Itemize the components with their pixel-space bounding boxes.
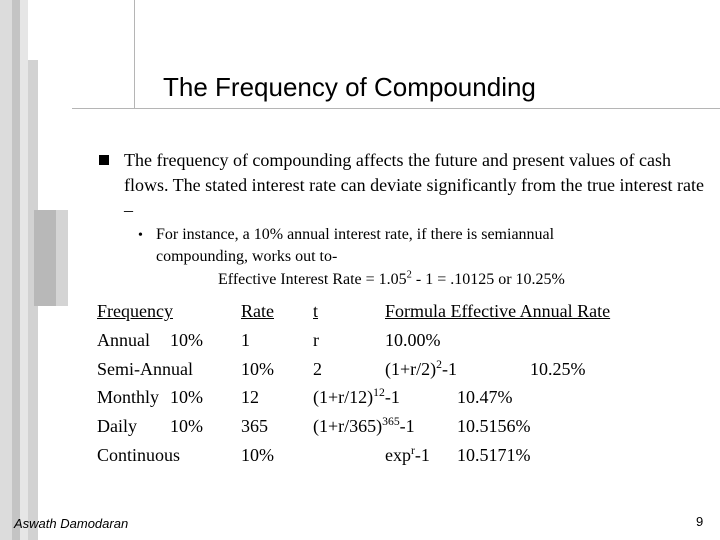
slide-title: The Frequency of Compounding	[163, 72, 536, 102]
title-divider	[72, 108, 720, 109]
row-annual-formula: r	[313, 330, 319, 350]
vertical-divider	[134, 0, 135, 108]
row-semi-label: Semi-Annual	[97, 359, 193, 379]
row-daily-label: Daily	[97, 416, 137, 436]
decor-block	[56, 210, 68, 306]
row-monthly-label: Monthly	[97, 387, 160, 407]
row-semi-rate: 10%	[241, 359, 274, 379]
footer-author: Aswath Damodaran	[14, 516, 129, 531]
square-bullet-icon	[99, 155, 109, 165]
row-monthly-formula: $(1+r/12)^{12}-1$	[313, 386, 400, 407]
row-daily-effective: 10.5156%	[457, 416, 531, 436]
header-formula-effective: Formula Effective Annual Rate	[385, 301, 611, 321]
row-monthly-t: 12	[241, 387, 259, 407]
row-semi-formula: $(1+r/2)^2-1$	[385, 358, 457, 379]
row-annual-effective: 10.00%	[385, 330, 441, 350]
sub-bullet-text: For instance, a 10% annual interest rate, if there is semiannual compounding, works out to-	[156, 226, 555, 265]
decor-bar	[12, 0, 20, 540]
round-bullet-icon: •	[138, 228, 143, 243]
row-continuous-formula: $\exp^r-1$	[385, 444, 430, 465]
row-daily-rate-inline: 10%	[170, 416, 203, 436]
row-continuous-label: Continuous	[97, 445, 181, 465]
main-bullet-text: The frequency of compounding affects the future and present values of cash flows. The stated interest rate can deviate significantly from the true interest rate –	[124, 150, 704, 220]
effective-rate-formula: Effective Interest Rate = $1.05^2 - 1 = .10125$ or 10.25%	[218, 269, 565, 288]
row-monthly-rate-inline: 10%	[170, 387, 203, 407]
page-number: 9	[696, 514, 704, 529]
row-annual-t: 1	[241, 330, 250, 350]
decor-block	[34, 210, 56, 306]
decor-bar	[0, 0, 12, 540]
decor-bar	[20, 0, 28, 540]
header-frequency: Frequency	[97, 301, 173, 321]
row-semi-effective: 10.25%	[530, 359, 586, 379]
row-annual-rate-inline: 10%	[170, 330, 203, 350]
row-monthly-effective: 10.47%	[457, 387, 513, 407]
row-semi-t: 2	[313, 359, 322, 379]
row-continuous-effective: 10.5171%	[457, 445, 531, 465]
header-rate: Rate	[241, 301, 274, 321]
row-annual-label: Annual	[97, 330, 150, 350]
header-t: t	[313, 301, 319, 321]
row-daily-t: 365	[241, 416, 268, 436]
row-continuous-rate: 10%	[241, 445, 274, 465]
row-daily-formula: $(1+r/365)^{365}-1$	[313, 415, 415, 436]
